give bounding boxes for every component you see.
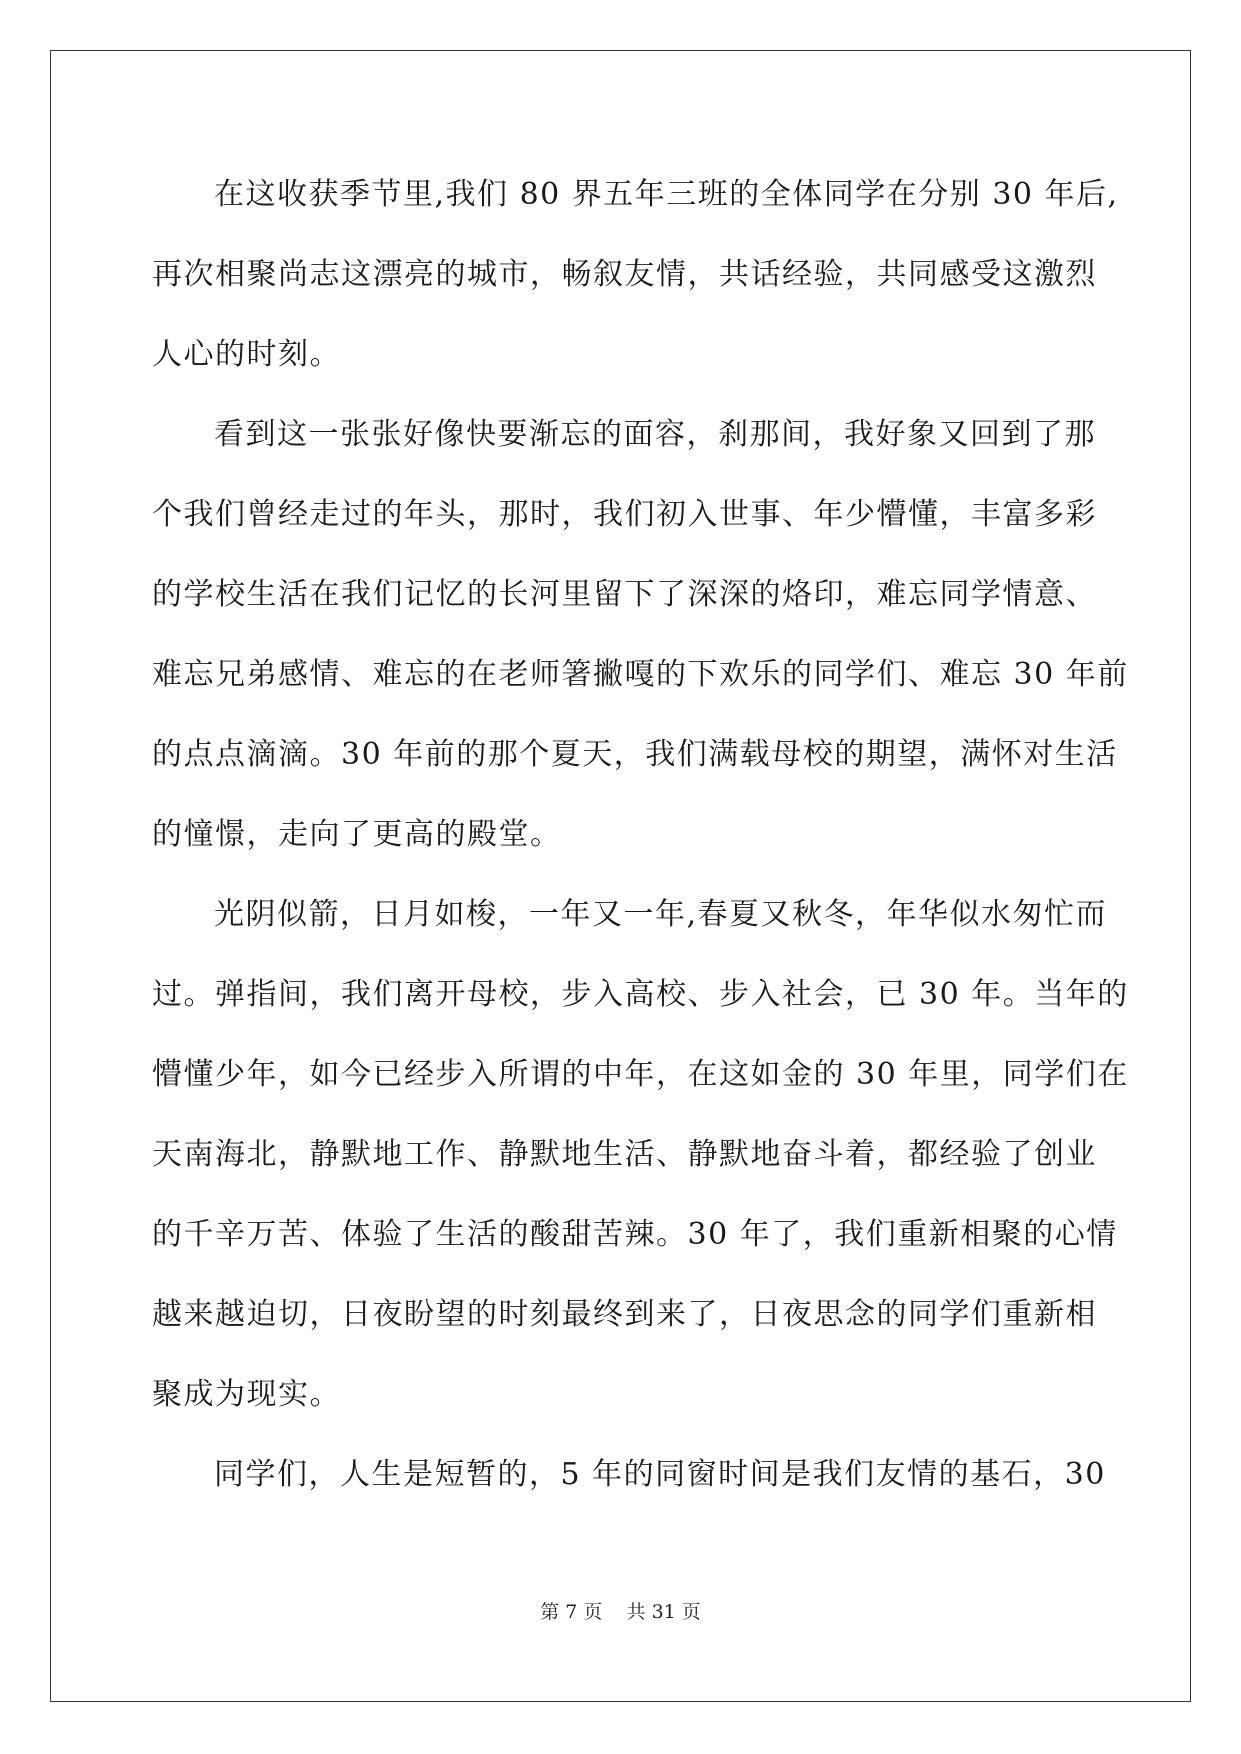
text-line: 的学校生活在我们记忆的长河里留下了深深的烙印，难忘同学情意、 <box>152 577 1097 612</box>
document-body <box>152 166 1129 1526</box>
text-line: 看到这一张张好像快要渐忘的面容，刹那间，我好象又回到了那 <box>214 417 1096 452</box>
paragraph <box>152 406 1129 886</box>
text-line: 的千辛万苦、体验了生活的酸甜苦辣。30 年了，我们重新相聚的心情 <box>152 1217 1118 1252</box>
text-line: 的憧憬，走向了更高的殿堂。 <box>152 817 562 852</box>
paragraph <box>152 886 1129 1446</box>
text-line: 再次相聚尚志这漂亮的城市，畅叙友情，共话经验，共同感受这激烈 <box>152 257 1097 292</box>
text-line: 的点点滴滴。30 年前的那个夏天，我们满载母校的期望，满怀对生活 <box>152 737 1118 772</box>
text-line: 懵懂少年，如今已经步入所谓的中年，在这如金的 30 年里，同学们在 <box>152 1057 1129 1092</box>
paragraph <box>152 166 1119 406</box>
text-line: 光阴似箭，日月如梭，一年又一年,春夏又秋冬，年华似水匆忙而 <box>214 897 1108 932</box>
text-line: 天南海北，静默地工作、静默地生活、静默地奋斗着，都经验了创业 <box>152 1137 1097 1172</box>
text-line: 过。弹指间，我们离开母校，步入高校、步入社会，已 30 年。当年的 <box>152 977 1129 1012</box>
page-number-footer: 第 7 页 共 31 页 <box>540 1601 701 1623</box>
paragraph <box>152 1446 1106 1526</box>
text-line: 聚成为现实。 <box>152 1377 341 1412</box>
text-line: 个我们曾经走过的年头，那时，我们初入世事、年少懵懂，丰富多彩 <box>152 497 1097 532</box>
text-line: 难忘兄弟感情、难忘的在老师箸撇嘎的下欢乐的同学们、难忘 30 年前 <box>152 657 1129 692</box>
text-line: 越来越迫切，日夜盼望的时刻最终到来了，日夜思念的同学们重新相 <box>152 1297 1097 1332</box>
text-line: 人心的时刻。 <box>152 337 341 372</box>
text-line: 同学们，人生是短暂的，5 年的同窗时间是我们友情的基石，30 <box>214 1457 1106 1492</box>
text-line: 在这收获季节里,我们 80 界五年三班的全体同学在分别 30 年后, <box>214 177 1119 212</box>
